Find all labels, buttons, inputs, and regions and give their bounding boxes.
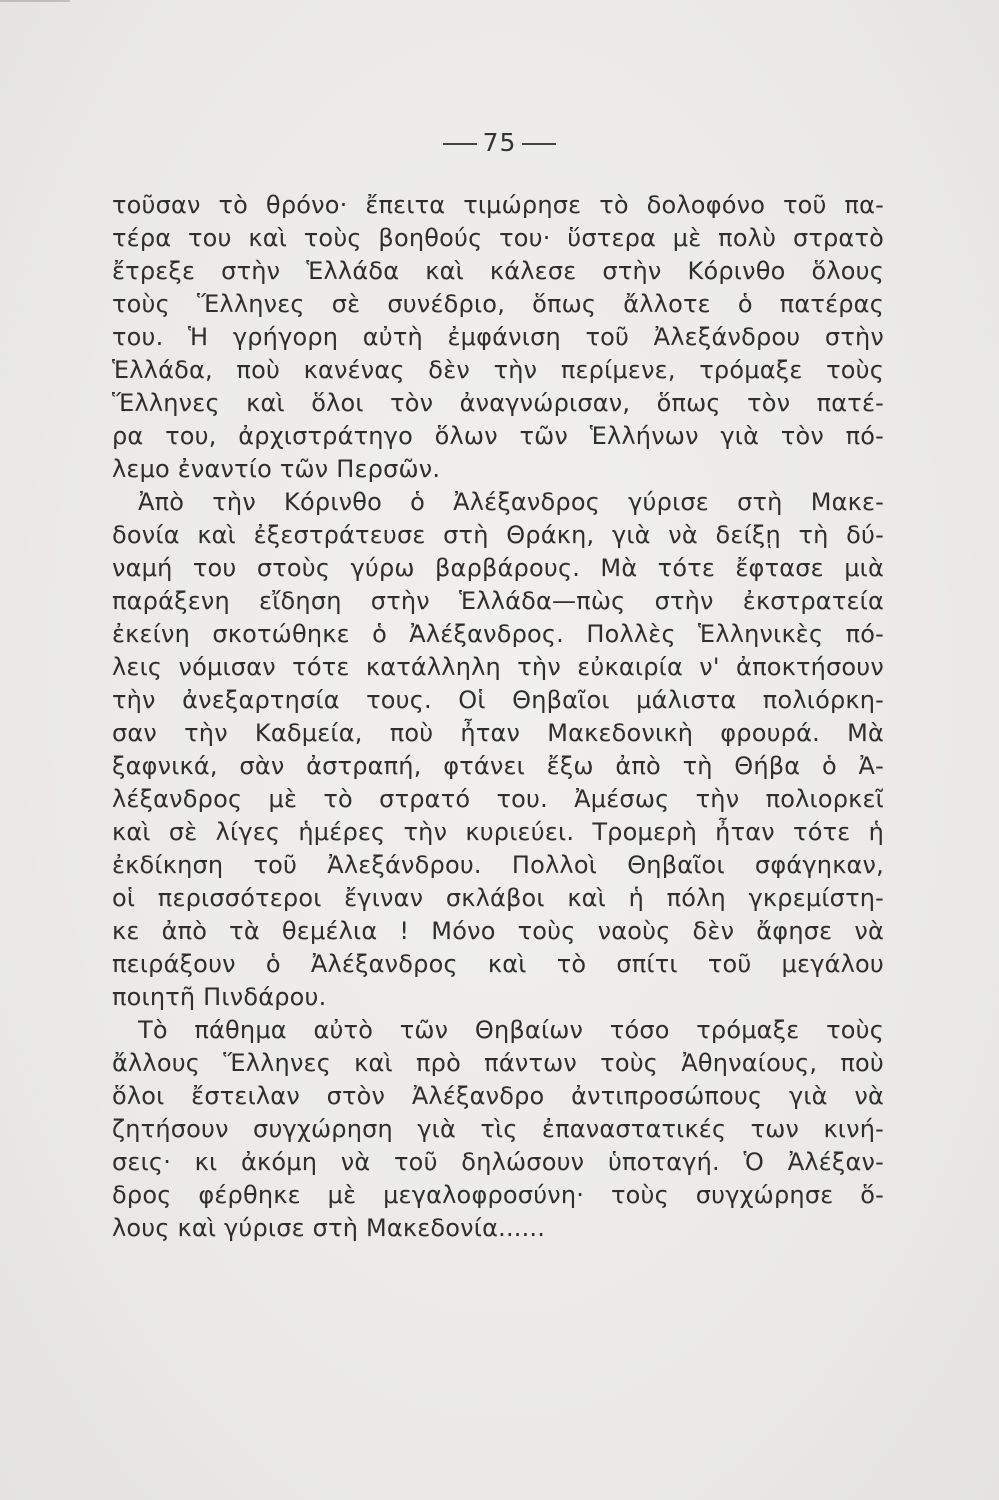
text-line: σαν τὴν Καδμεία, ποὺ ἦταν Μακεδονικὴ φρουρά. Μὰ (112, 719, 884, 747)
text-line-paragraph-start: Ἀπὸ τὴν Κόρινθο ὁ Ἀλέξανδρος γύρισε στὴ Μακε- (138, 488, 884, 516)
text-line: τέρα του καὶ τοὺς βοηθούς του· ὕστερα μὲ πολὺ στρατὸ (112, 224, 884, 252)
text-line: ἐκδίκηση τοῦ Ἀλεξάνδρου. Πολλοὶ Θηβαῖοι σφάγηκαν, (112, 851, 884, 879)
left-dash (443, 143, 477, 145)
text-line: ἔτρεξε στὴν Ἑλλάδα καὶ κάλεσε στὴν Κόρινθο ὅλους (112, 257, 884, 285)
right-dash (522, 143, 556, 145)
text-line: ὅλοι ἔστειλαν στὸν Ἀλέξανδρο ἀντιπροσώπους γιὰ νὰ (112, 1082, 884, 1110)
text-line: ξαφνικά, σὰν ἀστραπή, φτάνει ἔξω ἀπὸ τὴ Θήβα ὁ Ἀ- (112, 752, 884, 780)
text-line-paragraph-start: Τὸ πάθημα αὐτὸ τῶν Θηβαίων τόσο τρόμαξε τοὺς (138, 1016, 884, 1044)
text-line: ναμή του στοὺς γύρω βαρβάρους. Μὰ τότε ἔφτασε μιὰ (112, 554, 884, 582)
text-line: σεις· κι ἀκόμη νὰ τοῦ δηλώσουν ὑποταγή. Ὁ Ἀλέξαν- (112, 1148, 884, 1176)
text-line: δρος φέρθηκε μὲ μεγαλοφροσύνη· τοὺς συγχώρησε ὅ- (112, 1181, 884, 1209)
text-line: ζητήσουν συγχώρηση γιὰ τὶς ἐπαναστατικές των κινή- (112, 1115, 884, 1143)
text-line: πειράξουν ὁ Ἀλέξανδρος καὶ τὸ σπίτι τοῦ μεγάλου (112, 950, 884, 978)
text-line: τοὺς Ἕλληνες σὲ συνέδριο, ὅπως ἄλλοτε ὁ πατέρας (112, 290, 884, 318)
text-line: λεις νόμισαν τότε κατάλληλη τὴν εὐκαιρία ν' ἀποκτήσουν (112, 653, 884, 681)
text-line: Ἕλληνες καὶ ὅλοι τὸν ἀναγνώρισαν, ὅπως τὸν πατέ- (112, 389, 884, 417)
text-line: δονία καὶ ἐξεστράτευσε στὴ Θράκη, γιὰ νὰ δείξῃ τὴ δύ- (112, 521, 884, 549)
body-text (112, 189, 884, 1245)
text-line: ἄλλους Ἕλληνες καὶ πρὸ πάντων τοὺς Ἀθηναίους, ποὺ (112, 1049, 884, 1077)
text-line: λέξανδρος μὲ τὸ στρατό του. Ἀμέσως τὴν πολιορκεῖ (112, 785, 884, 813)
text-line: τοῦσαν τὸ θρόνο· ἔπειτα τιμώρησε τὸ δολοφόνο τοῦ πα- (112, 191, 884, 219)
page-number-header (0, 128, 999, 157)
text-line: ἐκείνη σκοτώθηκε ὁ Ἀλέξανδρος. Πολλὲς Ἑλληνικὲς πό- (112, 620, 884, 648)
text-line: παράξενη εἴδηση στὴν Ἑλλάδα—πὼς στὴν ἐκστρατεία (112, 587, 884, 615)
text-line-paragraph-end: λεμο ἐναντίο τῶν Περσῶν. (112, 455, 441, 483)
page-number: 75 (482, 128, 517, 157)
text-line: τὴν ἀνεξαρτησία τους. Οἱ Θηβαῖοι μάλιστα πολιόρκη- (112, 686, 884, 714)
text-line: του. Ἡ γρήγορη αὐτὴ ἐμφάνιση τοῦ Ἀλεξάνδρου στὴν (112, 323, 884, 351)
text-line: ρα του, ἀρχιστράτηγο ὅλων τῶν Ἑλλήνων γιὰ τὸν πό- (112, 422, 884, 450)
corner-scan-mark (0, 0, 70, 16)
text-line: κε ἀπὸ τὰ θεμέλια ! Μόνο τοὺς ναοὺς δὲν ἄφησε νὰ (112, 917, 884, 945)
text-line: καὶ σὲ λίγες ἡμέρες τὴν κυριεύει. Τρομερὴ ἦταν τότε ἡ (112, 818, 884, 846)
text-line-paragraph-end: λους καὶ γύρισε στὴ Μακεδονία...... (112, 1214, 546, 1242)
text-line-paragraph-end: ποιητῆ Πινδάρου. (112, 983, 327, 1011)
text-line: οἱ περισσότεροι ἔγιναν σκλάβοι καὶ ἡ πόλη γκρεμίστη- (112, 884, 884, 912)
text-line: Ἑλλάδα, ποὺ κανένας δὲν τὴν περίμενε, τρόμαξε τοὺς (112, 356, 884, 384)
